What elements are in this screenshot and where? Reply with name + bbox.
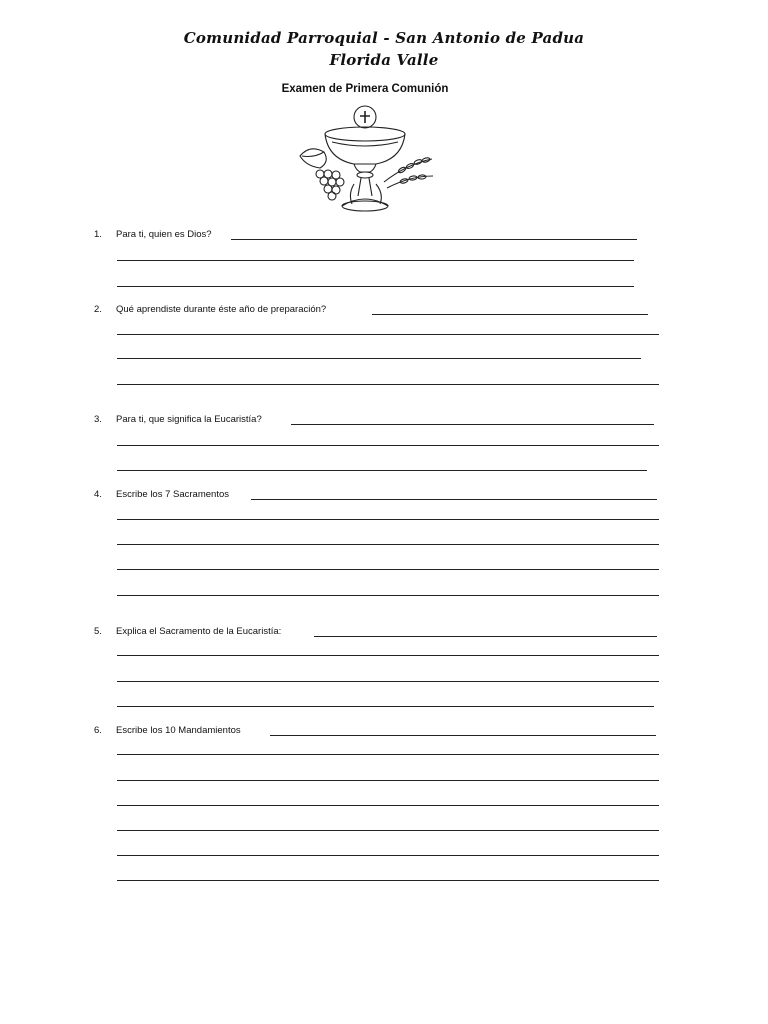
answer-line[interactable] bbox=[117, 706, 654, 707]
page-title: Examen de Primera Comunión bbox=[281, 83, 449, 95]
question-text: Para ti, que significa la Eucaristía? bbox=[116, 414, 262, 425]
question-number: 5. bbox=[94, 626, 102, 637]
answer-line[interactable] bbox=[117, 681, 659, 682]
answer-line[interactable] bbox=[117, 569, 659, 570]
question-number: 6. bbox=[94, 725, 102, 736]
city-name: Florida Valle bbox=[329, 51, 439, 69]
answer-line-inline[interactable] bbox=[372, 314, 648, 315]
question-text: Escribe los 10 Mandamientos bbox=[116, 725, 241, 736]
question-number: 4. bbox=[94, 489, 102, 500]
parish-name: Comunidad Parroquial - San Antonio de Padua bbox=[183, 29, 585, 47]
answer-line[interactable] bbox=[117, 655, 659, 656]
answer-line[interactable] bbox=[117, 544, 659, 545]
answer-line[interactable] bbox=[117, 595, 659, 596]
answer-line[interactable] bbox=[117, 880, 659, 881]
question-number: 2. bbox=[94, 304, 102, 315]
answer-line[interactable] bbox=[117, 334, 659, 335]
chalice-icon bbox=[292, 104, 437, 214]
question-text: Explica el Sacramento de la Eucaristía: bbox=[116, 626, 282, 637]
answer-line[interactable] bbox=[117, 855, 659, 856]
question-text: Escribe los 7 Sacramentos bbox=[116, 489, 229, 500]
answer-line-inline[interactable] bbox=[314, 636, 657, 637]
answer-line-inline[interactable] bbox=[291, 424, 654, 425]
question-1 bbox=[94, 229, 212, 240]
question-number: 1. bbox=[94, 229, 102, 240]
answer-line[interactable] bbox=[117, 519, 659, 520]
question-2 bbox=[94, 304, 326, 315]
answer-line[interactable] bbox=[117, 384, 659, 385]
answer-line[interactable] bbox=[117, 358, 641, 359]
question-text: Para ti, quien es Dios? bbox=[116, 229, 212, 240]
answer-line[interactable] bbox=[117, 830, 659, 831]
question-6 bbox=[94, 725, 241, 736]
answer-line[interactable] bbox=[117, 754, 659, 755]
question-5 bbox=[94, 626, 281, 637]
answer-line-inline[interactable] bbox=[270, 735, 656, 736]
answer-line[interactable] bbox=[117, 805, 659, 806]
question-number: 3. bbox=[94, 414, 102, 425]
answer-line[interactable] bbox=[117, 260, 634, 261]
answer-line-inline[interactable] bbox=[231, 239, 637, 240]
question-4 bbox=[94, 489, 229, 500]
answer-line[interactable] bbox=[117, 286, 634, 287]
question-3 bbox=[94, 414, 262, 425]
answer-line[interactable] bbox=[117, 780, 659, 781]
question-text: Qué aprendiste durante éste año de preparación? bbox=[116, 304, 327, 315]
answer-line[interactable] bbox=[117, 470, 647, 471]
answer-line-inline[interactable] bbox=[251, 499, 657, 500]
answer-line[interactable] bbox=[117, 445, 659, 446]
